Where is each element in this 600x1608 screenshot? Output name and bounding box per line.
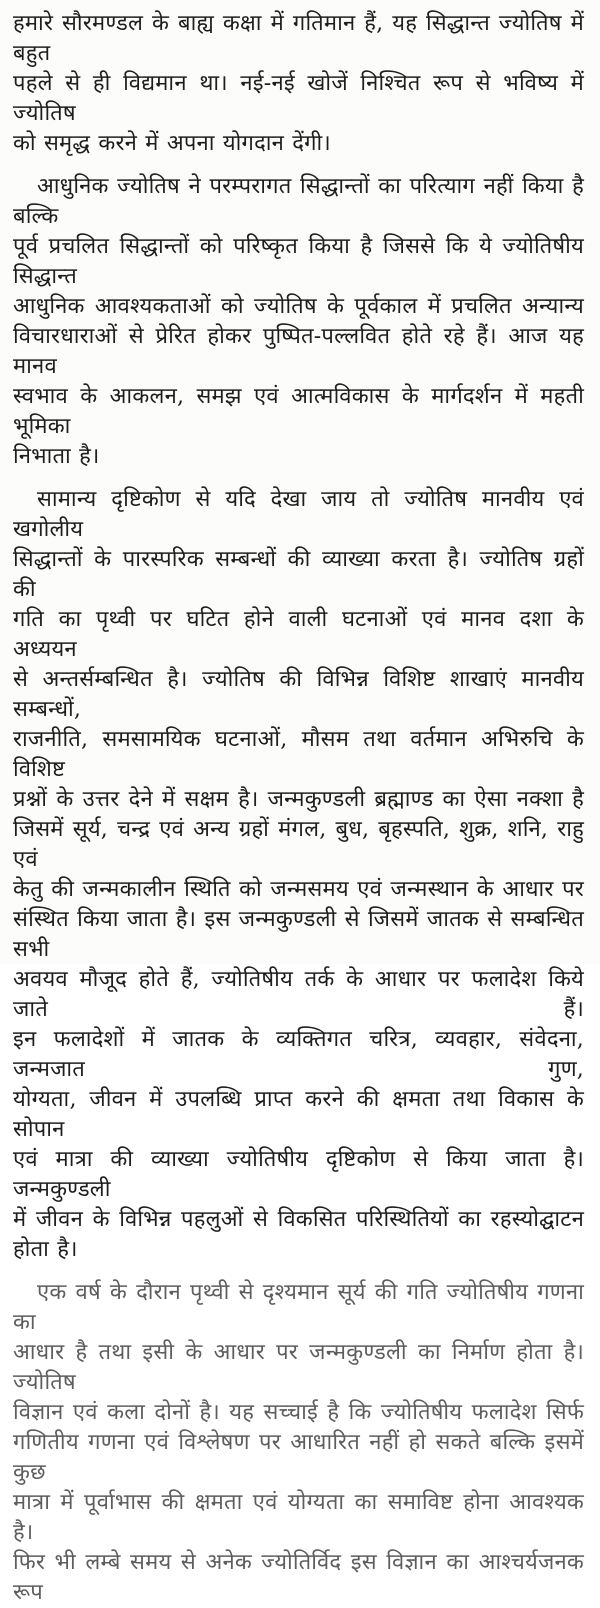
text-line: संस्थित किया जाता है। इस जन्मकुण्डली से जिसमें जातक से सम्बन्धित सभी: [13, 907, 584, 962]
text-line: प्रश्नों के उत्तर देने में सक्षम है। जन्मकुण्डली ब्रह्माण्ड का ऐसा नक्शा है: [13, 787, 584, 812]
text-line: सामान्य दृष्टिकोण से यदि देखा जाय तो ज्योतिष मानवीय एवं खगोलीय: [13, 487, 584, 542]
text-line: जिसमें सूर्य, चन्द्र एवं अन्य ग्रहों मंगल, बुध, बृहस्पति, शुक्र, शनि, राहु एवं: [13, 817, 584, 872]
text-line: को समृद्ध करने में अपना योगदान देंगी।: [13, 131, 331, 156]
text-line: पूर्व प्रचलित सिद्धान्तों को परिष्कृत किया है जिससे कि ये ज्योतिषीय सिद्धान्त: [13, 234, 584, 289]
text-line: राजनीति, समसामयिक घटनाओं, मौसम तथा वर्तमान अभिरुचि के विशिष्ट: [13, 727, 584, 782]
text-line: गणितीय गणना एवं विश्लेषण पर आधारित नहीं हो सकते बल्कि इसमें कुछ: [13, 1430, 584, 1485]
text-line: हमारे सौरमण्डल के बाह्य कक्षा में गतिमान हैं, यह सिद्धान्त ज्योतिष में बहुत: [13, 11, 584, 66]
text-line: पहले से ही विद्यमान था। नई-नई खोजें निश्चित रूप से भविष्य में ज्योतिष: [13, 71, 584, 126]
text-line: होता है।: [13, 1237, 78, 1262]
paragraph: [13, 1278, 584, 1608]
text-line: एक वर्ष के दौरान पृथ्वी से दृश्यमान सूर्य की गति ज्योतिषीय गणना का: [13, 1280, 584, 1335]
text-line: एवं मात्रा की व्याख्या ज्योतिषीय दृष्टिकोण से किया जाता है। जन्मकुण्डली: [13, 1147, 584, 1202]
text-line: इन फलादेशों में जातक के व्यक्तिगत चरित्र, व्यवहार, संवेदना, जन्मजात गुण,: [13, 1027, 584, 1082]
text-line: सिद्धान्तों के पारस्परिक सम्बन्धों की व्याख्या करता है। ज्योतिष ग्रहों की: [13, 547, 584, 602]
text-block: [13, 9, 584, 1608]
text-line: योग्यता, जीवन में उपलब्धि प्राप्त करने की क्षमता तथा विकास के सोपान: [13, 1087, 584, 1142]
text-line: आधार है तथा इसी के आधार पर जन्मकुण्डली का निर्माण होता है। ज्योतिष: [13, 1340, 584, 1395]
text-line: गति का पृथ्वी पर घटित होने वाली घटनाओं एवं मानव दशा के अध्ययन: [13, 607, 584, 662]
text-line: विज्ञान एवं कला दोनों है। यह सच्चाई है कि ज्योतिषीय फलादेश सिर्फ: [13, 1400, 584, 1425]
text-line: आधुनिक आवश्यकताओं को ज्योतिष के पूर्वकाल में प्रचलित अन्यान्य: [13, 294, 584, 319]
text-line: अवयव मौजूद होते हैं, ज्योतिषीय तर्क के आधार पर फलादेश किये जाते हैं।: [13, 967, 584, 1022]
text-line: निभाता है।: [13, 444, 100, 469]
paragraph: [13, 9, 584, 159]
text-line: में जीवन के विभिन्न पहलुओं से विकसित परिस्थितियों का रहस्योद्घाटन: [13, 1207, 584, 1232]
text-line: फिर भी लम्बे समय से अनेक ज्योतिर्विद इस विज्ञान का आश्चर्यजनक रूप: [13, 1550, 584, 1605]
paragraph: [13, 485, 584, 1265]
text-line: विचारधाराओं से प्रेरित होकर पुष्पित-पल्लवित होते रहे हैं। आज यह मानव: [13, 324, 584, 379]
text-line: आधुनिक ज्योतिष ने परम्परागत सिद्धान्तों का परित्याग नहीं किया है बल्कि: [13, 174, 584, 229]
text-line: मात्रा में पूर्वाभास की क्षमता एवं योग्यता का समाविष्ट होना आवश्यक है।: [13, 1490, 584, 1545]
text-line: से अन्तर्सम्बन्धित है। ज्योतिष की विभिन्न विशिष्ट शाखाएं मानवीय सम्बन्धों,: [13, 667, 584, 722]
text-line: स्वभाव के आकलन, समझ एवं आत्मविकास के मार्गदर्शन में महती भूमिका: [13, 384, 584, 439]
paragraph: [13, 172, 584, 472]
text-line: केतु की जन्मकालीन स्थिति को जन्मसमय एवं जन्मस्थान के आधार पर: [13, 877, 584, 902]
